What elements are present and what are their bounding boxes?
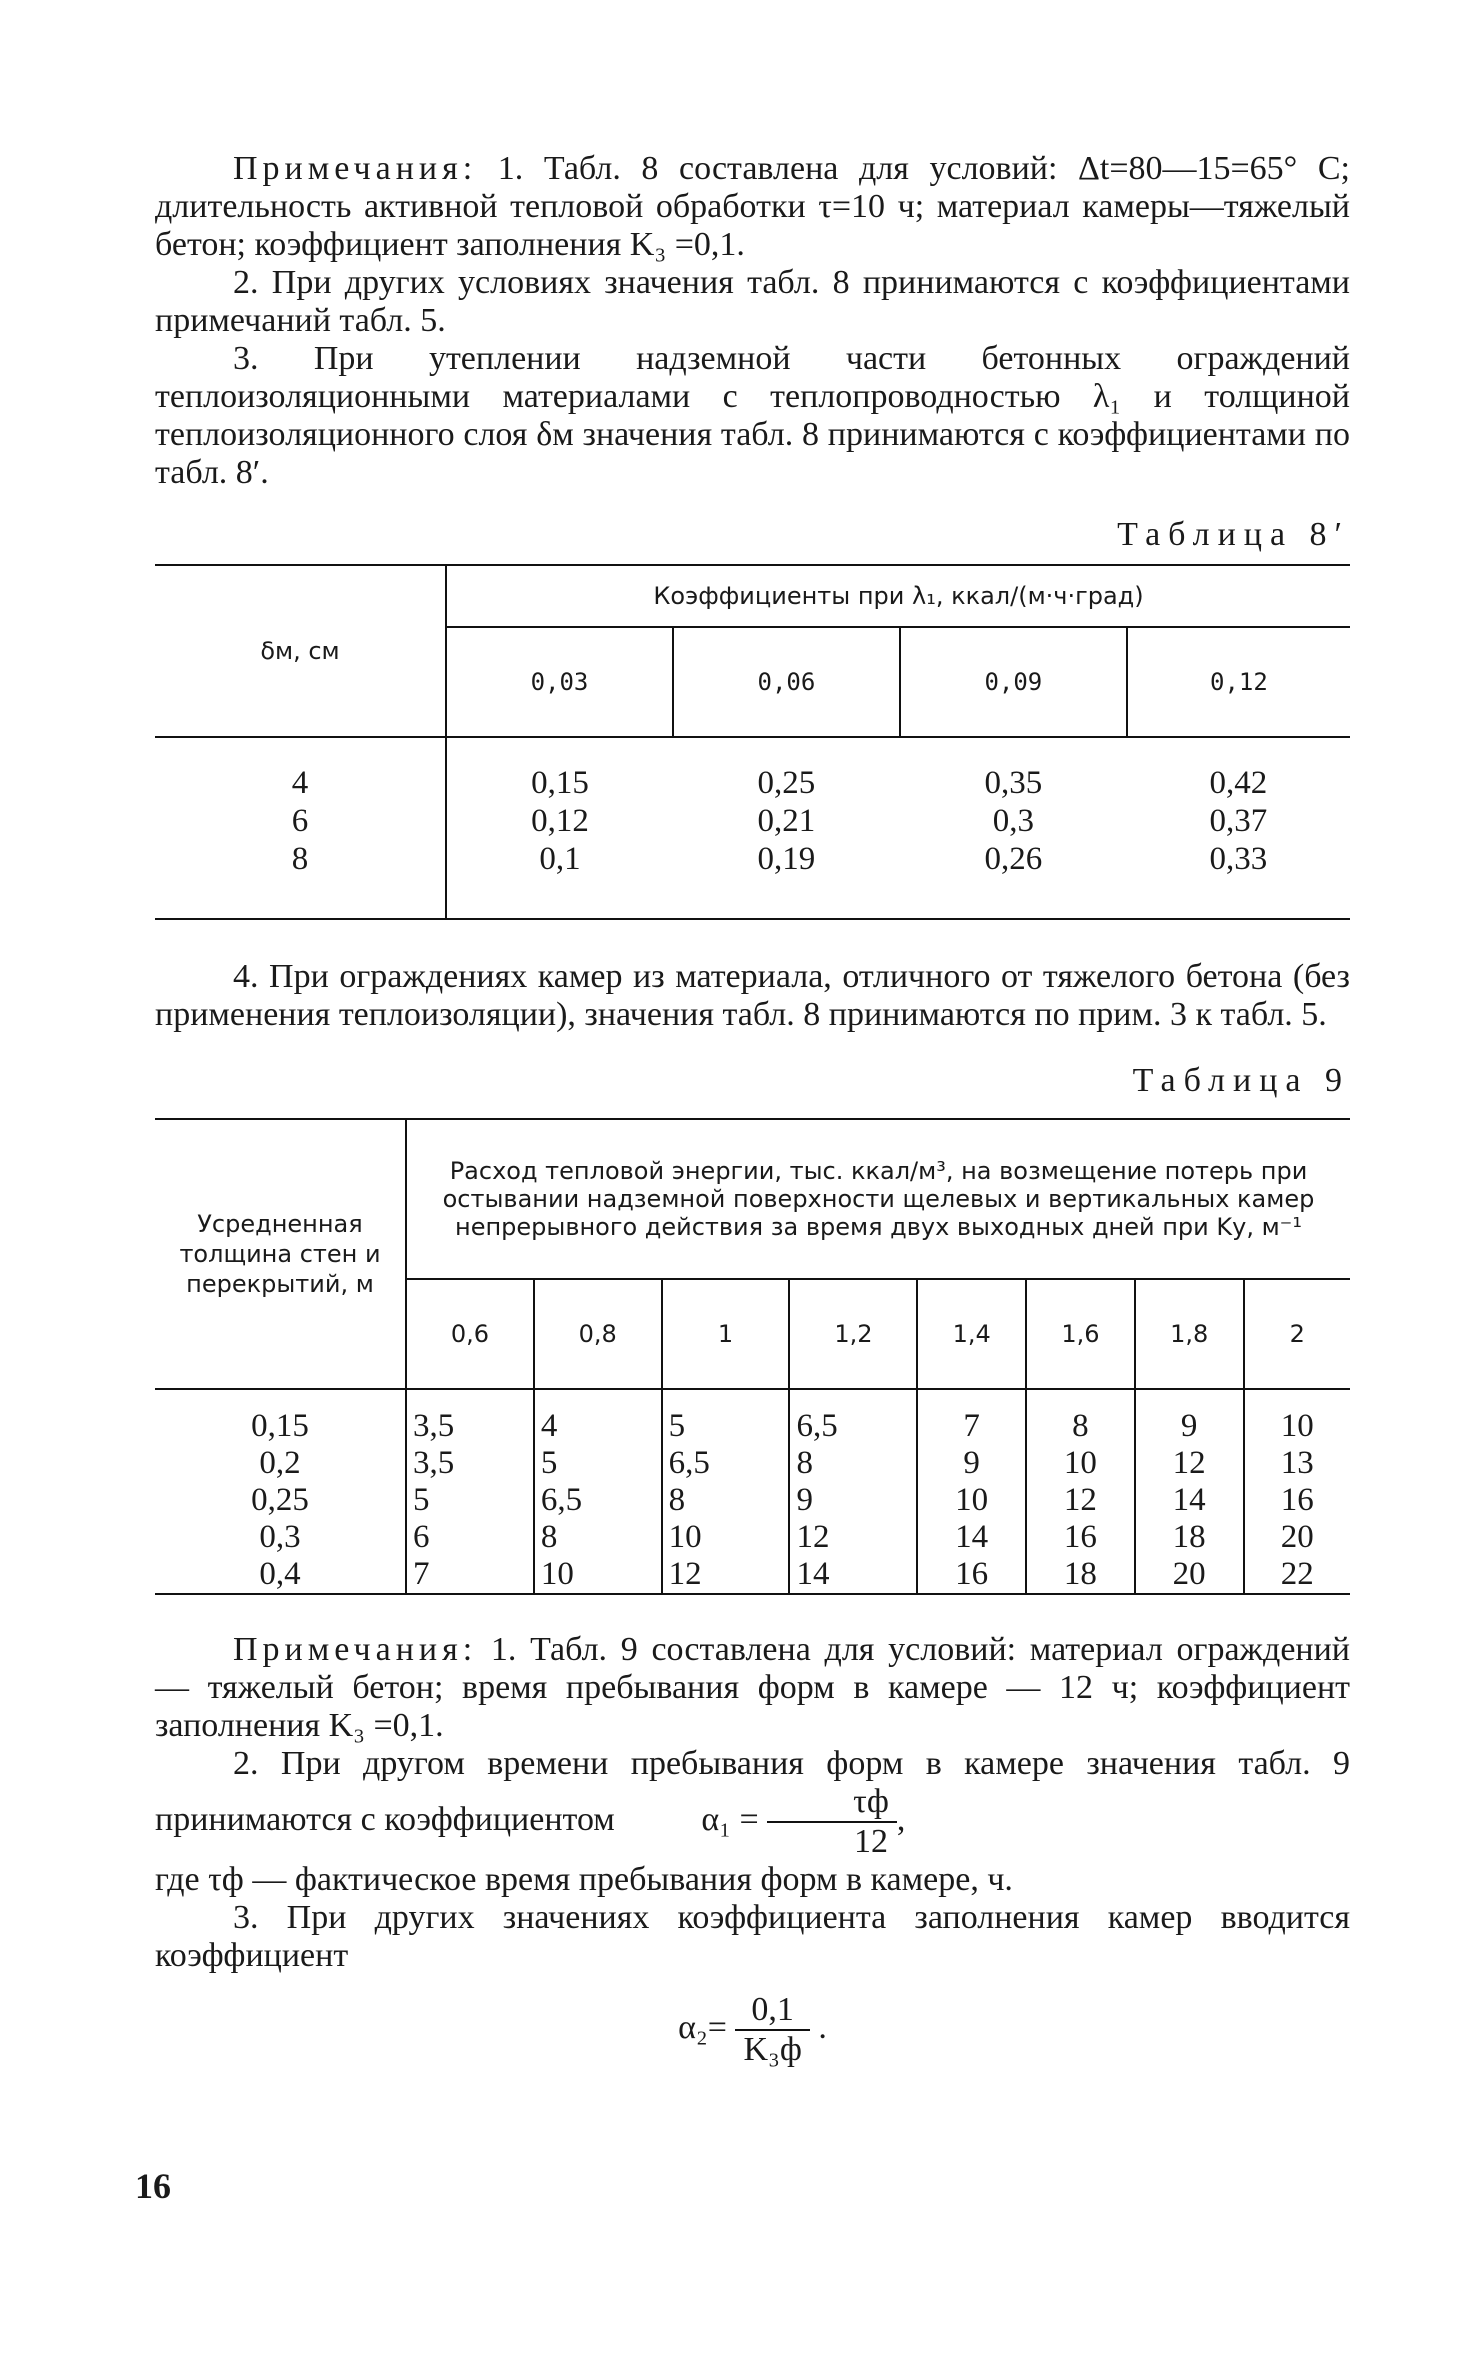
- table9-col-header: 0,6: [406, 1279, 534, 1389]
- table9-caption: Таблица 9: [1132, 1062, 1350, 1099]
- page-content: [155, 150, 1350, 2069]
- table-row: 0,4 7 10 12 14 16 18 20 22: [155, 1556, 1350, 1594]
- table-row: 0,15 3,5 4 5 6,5 7 8 9 10: [155, 1408, 1350, 1445]
- note-4: 4. При ограждениях камер из материала, отличного от тяжелого бетона (без применения теплоизоляции), значения табл. 8 принимаются по прим. 3 к табл. 5.: [155, 958, 1350, 1033]
- table9-col-header: 1,4: [917, 1279, 1026, 1389]
- table9-col-header: 0,8: [534, 1279, 662, 1389]
- table-row: 0,2 3,5 5 6,5 8 9 10 12 13: [155, 1445, 1350, 1482]
- note-2-table8: 2. При других условиях значения табл. 8 принимаются с коэффициентами примечаний табл. 5.: [155, 264, 1350, 339]
- table-row: 4 0,15 0,25 0,35 0,42: [291, 765, 1268, 801]
- page-number: 16: [135, 2166, 171, 2206]
- table-row: 0,3 6 8 10 12 14 16 18 20: [155, 1519, 1350, 1556]
- table8-row-header: δм, см: [260, 637, 340, 665]
- note-3-table8: 3. При утеплении надземной части бетонных ограждений теплоизоляционными материалами с теплопроводностью λ₁ и толщиной теплоизоляционного слоя δм значения табл. 8 принимаются с коэффициентами по табл. 8′.: [155, 340, 1350, 491]
- table9-col-header: 1,8: [1135, 1279, 1244, 1389]
- table-row: 8 0,1 0,19 0,26 0,33: [291, 841, 1268, 877]
- note-3-table9: 3. При других значениях коэффициента заполнения камер вводится коэффициент: [155, 1899, 1350, 1974]
- note-2-table9: 2. При другом времени пребывания форм в камере значения табл. 9 принимаются с коэффициентом α₁ = $\frac{\tau ф}{12}$ ,: [155, 1745, 1350, 1860]
- table8-group-header: Коэффициенты при λ₁, ккал/(м·ч·град): [446, 565, 1350, 627]
- note-1-table8: Примечания: 1. Табл. 8 составлена для условий: Δt=80—15=65° С; длительность активной тепловой обработки τ=10 ч; материал камеры—тяжелый бетон; коэффициент заполнения K₃ =0,1.: [155, 150, 1351, 263]
- table-8: [155, 564, 1350, 920]
- table8-col-header: 0,12: [1127, 627, 1350, 737]
- note-2-explanation: где τф — фактическое время пребывания форм в камере, ч.: [155, 1861, 1013, 1898]
- formula-alpha2: α₂= $\frac{0,1}{\text{K₃ф}}$ .: [678, 1991, 827, 2068]
- table9-group-header: Расход тепловой энергии, тыс. ккал/м³, на возмещение потерь при остывании надземной поверхности щелевых и вертикальных камер непрерывного действия за время двух выходных дней при Kу, м⁻¹: [406, 1119, 1350, 1279]
- table9-col-header: 1,6: [1026, 1279, 1135, 1389]
- table9-col-header: 2: [1244, 1279, 1350, 1389]
- table8-col-header: 0,03: [446, 627, 673, 737]
- formula-alpha1: α₁ = $\frac{\tau ф}{12}$ ,: [701, 1783, 906, 1860]
- table-row: 0,25 5 6,5 8 9 10 12 14 16: [155, 1482, 1350, 1519]
- table9-col-header: 1,2: [789, 1279, 917, 1389]
- table9-col-header: 1: [662, 1279, 790, 1389]
- note-1-table9: Примечания: 1. Табл. 9 составлена для условий: материал ограждений — тяжелый бетон; время пребывания форм в камере — 12 ч; коэффициент заполнения K₃ =0,1.: [155, 1631, 1351, 1744]
- table8-col-header: 0,09: [900, 627, 1127, 737]
- table8-col-header: 0,06: [673, 627, 900, 737]
- table-9: [155, 1118, 1350, 1595]
- table8-caption: Таблица 8′: [1117, 516, 1350, 553]
- table-row: 6 0,12 0,21 0,3 0,37: [291, 803, 1268, 839]
- table9-row-header: Усредненная толщина стен и перекрытий, м: [179, 1210, 381, 1298]
